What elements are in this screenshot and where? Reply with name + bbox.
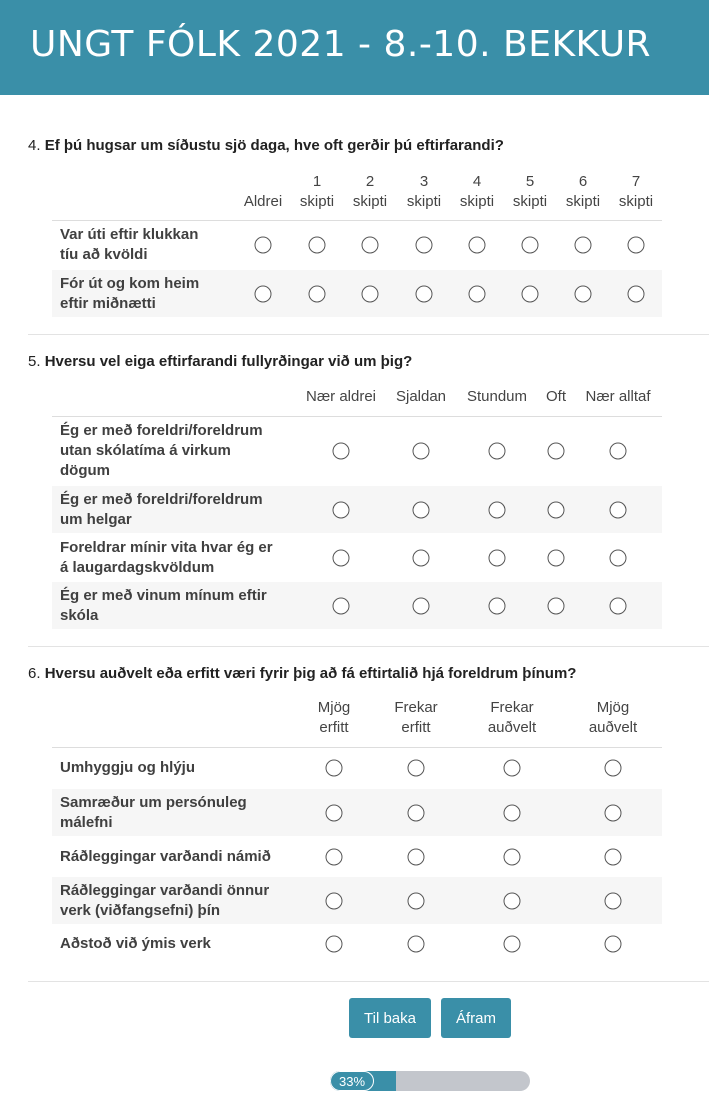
question-4-column-header: 4 skipti (459, 173, 495, 210)
radio-option[interactable] (504, 936, 521, 953)
radio-option[interactable] (605, 892, 622, 909)
question-6-column-header: Frekar erfitt (394, 699, 438, 736)
radio-option[interactable] (309, 285, 326, 302)
question-4-column-header: 5 skipti (512, 173, 548, 210)
question-number: 4. (28, 137, 41, 154)
radio-option[interactable] (413, 549, 430, 566)
question-5-header-rule (52, 416, 662, 417)
radio-option[interactable] (548, 597, 565, 614)
question-4-column-header: 7 skipti (618, 173, 654, 210)
radio-option[interactable] (333, 549, 350, 566)
radio-option[interactable] (309, 237, 326, 254)
row-label: Umhyggju og hlýju (60, 759, 195, 776)
question-5-column-header: Stundum (466, 388, 528, 405)
radio-option[interactable] (575, 237, 592, 254)
radio-option[interactable] (548, 549, 565, 566)
question-5-column-header: Nær aldrei (305, 388, 377, 405)
section-separator (28, 981, 709, 982)
radio-option[interactable] (605, 849, 622, 866)
radio-option[interactable] (504, 892, 521, 909)
radio-option[interactable] (504, 849, 521, 866)
row-label: Ég er með vinum mínum eftir skóla (60, 586, 267, 624)
question-4-column-header: 2 skipti (352, 173, 388, 210)
radio-option[interactable] (504, 760, 521, 777)
question-4-column-header: 1 skipti (299, 173, 335, 210)
radio-option[interactable] (416, 285, 433, 302)
radio-option[interactable] (333, 597, 350, 614)
row-label: Samræður um persónuleg málefni (60, 793, 247, 831)
radio-option[interactable] (408, 849, 425, 866)
section-separator (28, 334, 709, 335)
question-4-header-rule (52, 220, 662, 221)
question-4-column-header: 6 skipti (565, 173, 601, 210)
radio-option[interactable] (504, 804, 521, 821)
row-label: Ráðleggingar varðandi námið (60, 848, 271, 865)
survey-header (0, 0, 709, 95)
question-5-column-header: Nær alltaf (585, 388, 651, 405)
radio-option[interactable] (628, 237, 645, 254)
radio-option[interactable] (610, 501, 627, 518)
survey-title: UNGT FÓLK 2021 - 8.-10. BEKKUR (30, 24, 652, 65)
section-separator (28, 646, 709, 647)
row-label: Aðstoð við ýmis verk (60, 935, 211, 952)
radio-option[interactable] (408, 892, 425, 909)
question-text: Hversu vel eiga eftirfarandi fullyrðingar við um þig? (44, 353, 413, 370)
radio-option[interactable] (575, 285, 592, 302)
radio-option[interactable] (333, 501, 350, 518)
radio-option[interactable] (605, 936, 622, 953)
question-5-column-header: Oft (545, 388, 567, 405)
question-4-column-header: Aldrei (243, 193, 283, 210)
radio-option[interactable] (548, 442, 565, 459)
radio-option[interactable] (413, 597, 430, 614)
radio-option[interactable] (469, 237, 486, 254)
question-6-column-header: Mjög erfitt (317, 699, 351, 736)
radio-option[interactable] (408, 760, 425, 777)
question-number: 6. (28, 665, 41, 682)
progress-bar (330, 1071, 530, 1091)
radio-option[interactable] (413, 442, 430, 459)
question-5-column-header: Sjaldan (395, 388, 447, 405)
row-label: Ég er með foreldri/foreldrum utan skólatíma á virkum dögum (60, 421, 263, 479)
radio-option[interactable] (489, 549, 506, 566)
radio-option[interactable] (326, 849, 343, 866)
radio-option[interactable] (628, 285, 645, 302)
radio-option[interactable] (489, 501, 506, 518)
question-6-column-header: Frekar auðvelt (487, 699, 537, 736)
question-6-title (28, 665, 576, 682)
radio-option[interactable] (548, 501, 565, 518)
row-label: Fór út og kom heim eftir miðnætti (60, 274, 200, 312)
radio-option[interactable] (413, 501, 430, 518)
next-button[interactable]: Áfram (441, 998, 511, 1038)
radio-option[interactable] (408, 936, 425, 953)
radio-option[interactable] (605, 760, 622, 777)
question-number: 5. (28, 353, 41, 370)
radio-option[interactable] (469, 285, 486, 302)
question-5-title (28, 353, 412, 370)
radio-option[interactable] (489, 597, 506, 614)
radio-option[interactable] (362, 285, 379, 302)
question-4-column-header: 3 skipti (406, 173, 442, 210)
radio-option[interactable] (326, 760, 343, 777)
radio-option[interactable] (489, 442, 506, 459)
question-text: Hversu auðvelt eða erfitt væri fyrir þig að fá eftirtalið hjá foreldrum þínum? (44, 665, 577, 682)
back-button[interactable]: Til baka (349, 998, 431, 1038)
radio-option[interactable] (333, 442, 350, 459)
radio-option[interactable] (408, 804, 425, 821)
row-label: Ráðleggingar varðandi önnur verk (viðfangsefni) þín (60, 881, 270, 919)
row-label: Ég er með foreldri/foreldrum um helgar (60, 490, 263, 528)
radio-option[interactable] (522, 285, 539, 302)
radio-option[interactable] (610, 597, 627, 614)
question-text: Ef þú hugsar um síðustu sjö daga, hve oft gerðir þú eftirfarandi? (44, 137, 504, 154)
radio-option[interactable] (610, 549, 627, 566)
question-6-column-header: Mjög auðvelt (588, 699, 638, 736)
row-label: Foreldrar mínir vita hvar ég er á laugardagskvöldum (60, 538, 273, 576)
radio-option[interactable] (326, 936, 343, 953)
radio-option[interactable] (255, 285, 272, 302)
progress-label: 33% (330, 1071, 374, 1091)
radio-option[interactable] (610, 442, 627, 459)
radio-option[interactable] (326, 804, 343, 821)
radio-option[interactable] (416, 237, 433, 254)
radio-option[interactable] (605, 804, 622, 821)
row-label: Var úti eftir klukkan tíu að kvöldi (60, 226, 199, 263)
question-4-title (28, 137, 504, 154)
radio-option[interactable] (362, 237, 379, 254)
question-6-header-rule (52, 747, 662, 748)
radio-option[interactable] (522, 237, 539, 254)
radio-option[interactable] (255, 237, 272, 254)
radio-option[interactable] (326, 892, 343, 909)
